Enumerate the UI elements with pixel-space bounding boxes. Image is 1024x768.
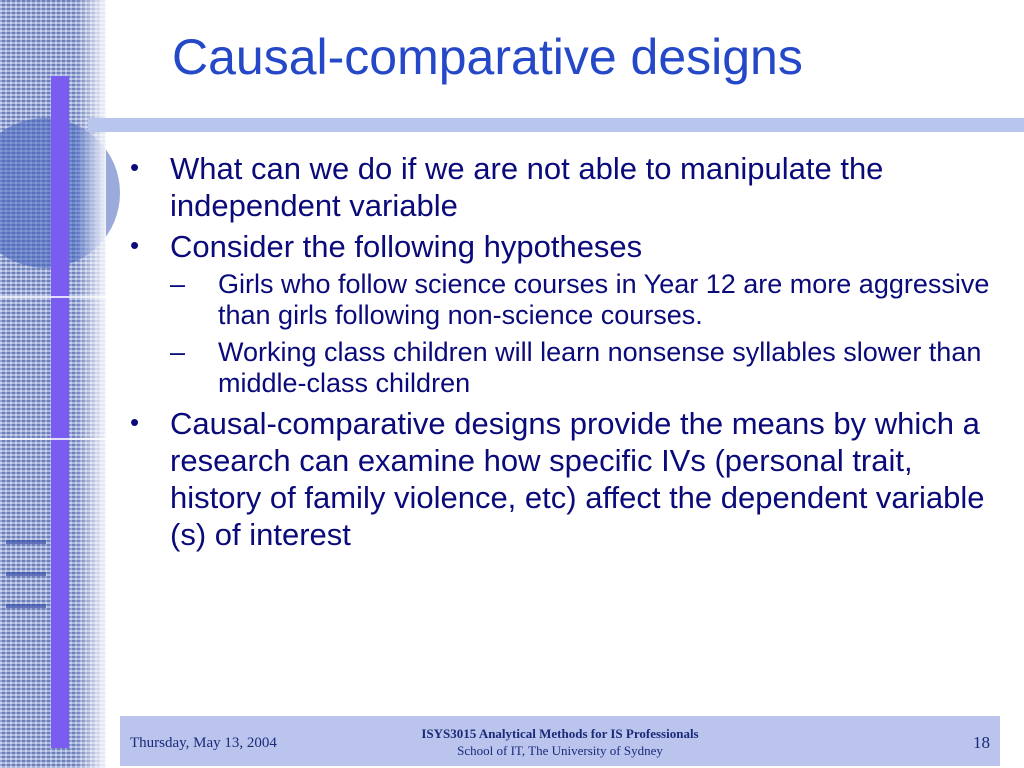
dash-glyph: – xyxy=(170,269,186,299)
footer-date: Thursday, May 13, 2004 xyxy=(130,735,277,751)
decorative-fade xyxy=(76,0,106,768)
footer-course-info xyxy=(120,725,1000,759)
page-number: 18 xyxy=(973,733,990,752)
footer-course-name: ISYS3015 Analytical Methods for IS Professionals xyxy=(421,726,699,741)
bullet-glyph: • xyxy=(130,230,140,260)
decorative-tick xyxy=(6,540,46,544)
bullet-text: Causal-comparative designs provide the means by which a research can examine how specific IVs (personal trait, history of family violence, etc) affect the dependent variable (s) of interest xyxy=(170,406,985,552)
sub-bullet-item xyxy=(170,337,1000,399)
sub-bullet-item xyxy=(170,269,1000,331)
bullet-item xyxy=(130,150,1000,224)
bullet-glyph: • xyxy=(130,407,140,437)
slide-title: Causal-comparative designs xyxy=(172,29,803,85)
decorative-side-strip xyxy=(0,0,106,768)
slide-footer xyxy=(120,716,1000,766)
bullet-item xyxy=(130,228,1000,265)
decorative-vertical-bar xyxy=(51,76,69,748)
decorative-tick xyxy=(6,572,46,576)
bullet-text: Consider the following hypotheses xyxy=(170,229,643,264)
bullet-glyph: • xyxy=(130,152,140,182)
bullet-item xyxy=(130,405,1000,553)
footer-school-name: School of IT, The University of Sydney xyxy=(457,743,663,758)
sub-bullet-text: Working class children will learn nonsense syllables slower than middle-class children xyxy=(218,337,982,398)
bullet-text: What can we do if we are not able to manipulate the independent variable xyxy=(170,151,884,223)
sub-bullet-text: Girls who follow science courses in Year 12 are more aggressive than girls following non-science courses. xyxy=(218,269,990,330)
dash-glyph: – xyxy=(170,337,186,367)
slide-body xyxy=(130,150,1000,557)
decorative-tick xyxy=(6,604,46,608)
title-underline-bar xyxy=(88,118,1024,132)
